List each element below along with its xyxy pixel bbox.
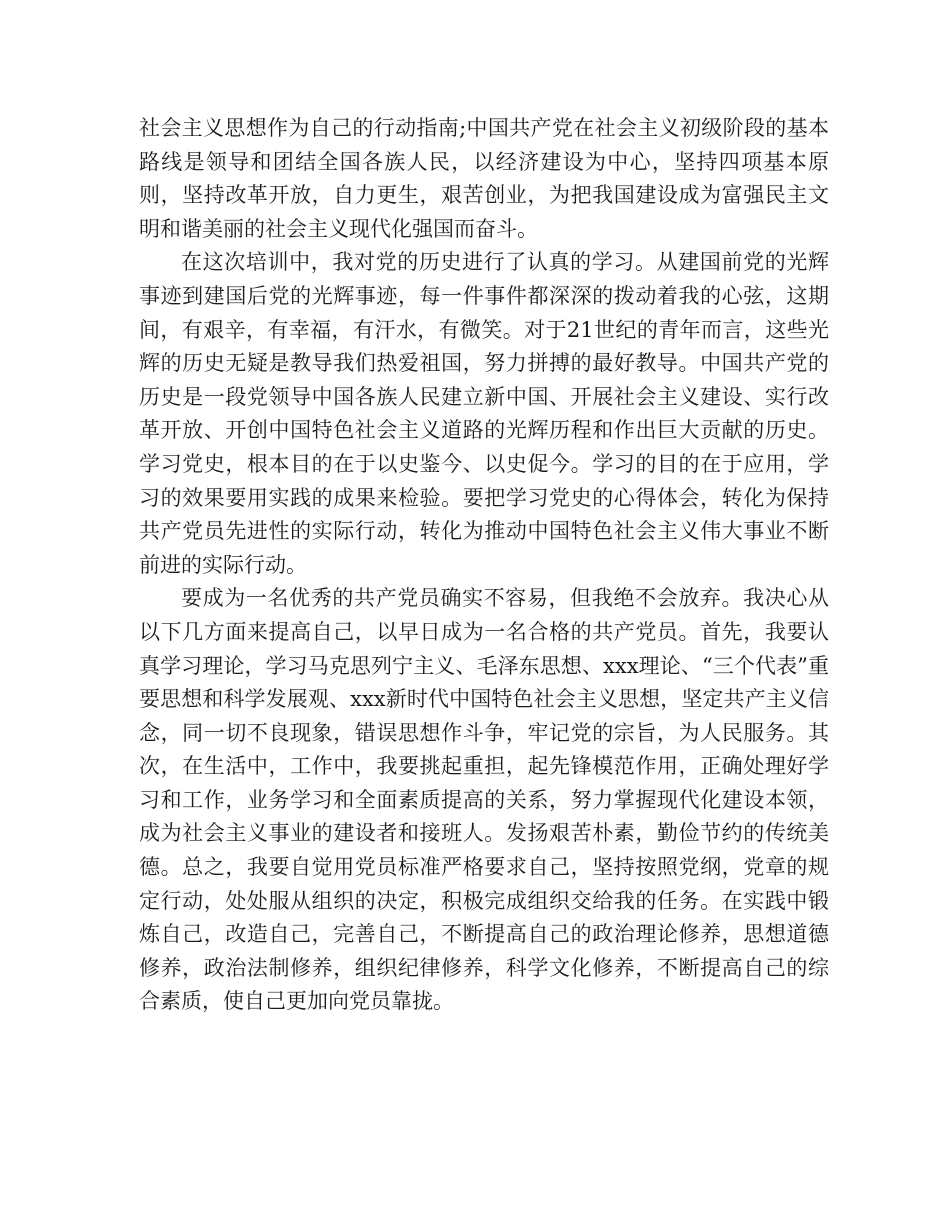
paragraph-3: 要成为一名优秀的共产党员确实不容易，但我绝不会放弃。我决心从以下几方面来提高自己，以早日成为一名合格的共产党员。首先，我要认真学习理论，学习马克思列宁主义、毛泽东思想、xxx理论、“三个代表”重要思想和科学发展观、xxx新时代中国特色社会主义思想，坚定共产主义信念，同一切不良现象，错误思想作斗争，牢记党的宗旨，为人民服务。其次，在生活中，工作中，我要挑起重担，起先锋模范作用，正确处理好学习和工作，业务学习和全面素质提高的关系，努力掌握现代化建设本领，成为社会主义事业的建设者和接班人。发扬艰苦朴素，勤俭节约的传统美德。总之，我要自觉用党员标准严格要求自己，坚持按照党纲，党章的规定行动，处处服从组织的决定，积极完成组织交给我的任务。在实践中锻炼自己，改造自己，完善自己，不断提高自己的政治理论修养，思想道德修养，政治法制修养，组织纪律修养，科学文化修养，不断提高自己的综合素质，使自己更加向党员靠拢。: [139, 586, 829, 1014]
paragraph-1: 社会主义思想作为自己的行动指南;中国共产党在社会主义初级阶段的基本路线是领导和团结全国各族人民，以经济建设为中心，坚持四项基本原则，坚持改革开放，自力更生，艰苦创业，为把我国建设成为富强民主文明和谐美丽的社会主义现代化强国而奋斗。: [139, 116, 829, 241]
paragraph-2: 在这次培训中，我对党的历史进行了认真的学习。从建国前党的光辉事迹到建国后党的光辉事迹，每一件事件都深深的拨动着我的心弦，这期间，有艰辛，有幸福，有汗水，有微笑。对于21世纪的青年而言，这些光辉的历史无疑是教导我们热爱祖国，努力拼搏的最好教导。中国共产党的历史是一段党领导中国各族人民建立新中国、开展社会主义建设、实行改革开放、开创中国特色社会主义道路的光辉历程和作出巨大贡献的历史。学习党史，根本目的在于以史鉴今、以史促今。学习的目的在于应用，学习的效果要用实践的成果来检验。要把学习党史的心得体会，转化为保持共产党员先进性的实际行动，转化为推动中国特色社会主义伟大事业不断前进的实际行动。: [139, 250, 829, 577]
document-body: [139, 112, 829, 1019]
